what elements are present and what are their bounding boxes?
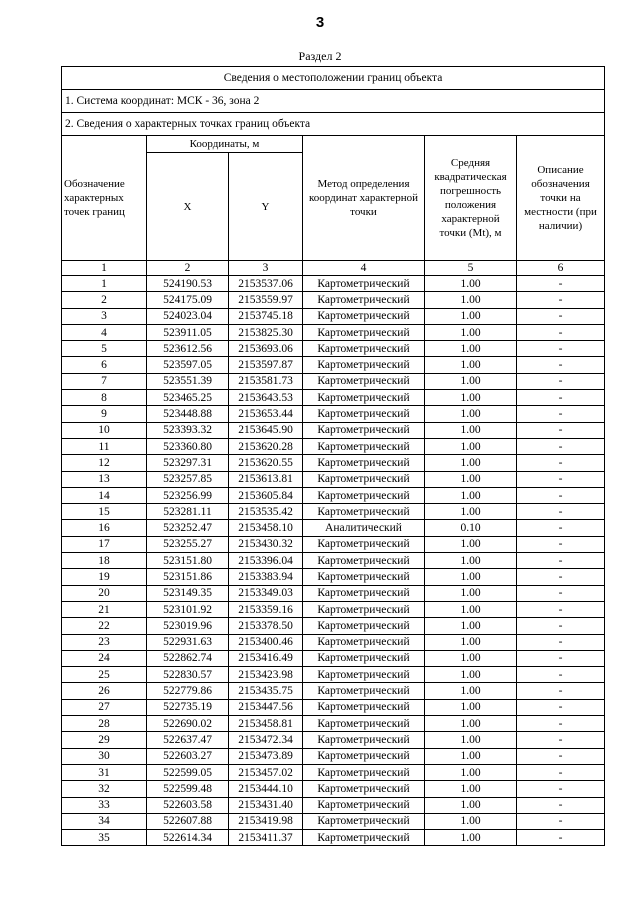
x-cell: 523151.86 (147, 569, 229, 585)
method-cell: Картометрический (303, 324, 425, 340)
description-cell: - (517, 292, 605, 308)
y-cell: 2153431.40 (229, 797, 303, 813)
table-row (62, 373, 605, 389)
column-numbers-row (62, 261, 605, 276)
column-number: 4 (303, 261, 425, 276)
column-number: 6 (517, 261, 605, 276)
x-cell: 522603.58 (147, 797, 229, 813)
table-row (62, 830, 605, 846)
table-row (62, 764, 605, 780)
description-cell: - (517, 830, 605, 846)
header-error: Средняя квадратическая погрешность положения характерной точки (Mt), м (425, 136, 517, 261)
description-cell: - (517, 634, 605, 650)
table-row (62, 455, 605, 471)
error-cell: 1.00 (425, 357, 517, 373)
method-cell: Картометрический (303, 357, 425, 373)
x-cell: 523393.32 (147, 422, 229, 438)
x-cell: 523252.47 (147, 520, 229, 536)
method-cell: Картометрический (303, 667, 425, 683)
point-id-cell: 22 (62, 618, 147, 634)
y-cell: 2153458.10 (229, 520, 303, 536)
point-id-cell: 18 (62, 553, 147, 569)
point-id-cell: 21 (62, 601, 147, 617)
description-cell: - (517, 569, 605, 585)
method-cell: Картометрический (303, 830, 425, 846)
table-row (62, 438, 605, 454)
description-cell: - (517, 357, 605, 373)
error-cell: 1.00 (425, 422, 517, 438)
error-cell: 1.00 (425, 569, 517, 585)
method-cell: Картометрический (303, 422, 425, 438)
page-number: 3 (315, 14, 325, 31)
method-cell: Картометрический (303, 748, 425, 764)
y-cell: 2153653.44 (229, 406, 303, 422)
x-cell: 523597.05 (147, 357, 229, 373)
table-row (62, 748, 605, 764)
x-cell: 522862.74 (147, 650, 229, 666)
method-cell: Картометрический (303, 373, 425, 389)
point-id-cell: 29 (62, 732, 147, 748)
y-cell: 2153693.06 (229, 341, 303, 357)
method-cell: Картометрический (303, 390, 425, 406)
y-cell: 2153620.28 (229, 438, 303, 454)
error-cell: 1.00 (425, 308, 517, 324)
point-id-cell: 5 (62, 341, 147, 357)
error-cell: 1.00 (425, 585, 517, 601)
error-cell: 1.00 (425, 813, 517, 829)
y-cell: 2153537.06 (229, 276, 303, 292)
description-cell: - (517, 683, 605, 699)
table-row (62, 504, 605, 520)
header-method: Метод определения координат характерной точки (303, 136, 425, 261)
x-cell: 522599.48 (147, 781, 229, 797)
error-cell: 1.00 (425, 732, 517, 748)
y-cell: 2153423.98 (229, 667, 303, 683)
error-cell: 1.00 (425, 471, 517, 487)
error-cell: 1.00 (425, 650, 517, 666)
point-id-cell: 15 (62, 504, 147, 520)
y-cell: 2153535.42 (229, 504, 303, 520)
boundary-table (61, 66, 605, 846)
point-id-cell: 33 (62, 797, 147, 813)
y-cell: 2153643.53 (229, 390, 303, 406)
table-row (62, 390, 605, 406)
x-cell: 523151.80 (147, 553, 229, 569)
table-row (62, 699, 605, 715)
error-cell: 1.00 (425, 667, 517, 683)
method-cell: Картометрический (303, 569, 425, 585)
column-number: 2 (147, 261, 229, 276)
description-cell: - (517, 764, 605, 780)
table-body (62, 276, 605, 846)
y-cell: 2153472.34 (229, 732, 303, 748)
x-cell: 522735.19 (147, 699, 229, 715)
table-title: Сведения о местоположении границ объекта (62, 67, 605, 90)
description-cell: - (517, 650, 605, 666)
error-cell: 1.00 (425, 406, 517, 422)
description-cell: - (517, 504, 605, 520)
y-cell: 2153400.46 (229, 634, 303, 650)
method-cell: Картометрический (303, 781, 425, 797)
y-cell: 2153620.55 (229, 455, 303, 471)
header-description: Описание обозначения точки на местности (при наличии) (517, 136, 605, 261)
y-cell: 2153411.37 (229, 830, 303, 846)
method-cell: Картометрический (303, 292, 425, 308)
table-row (62, 569, 605, 585)
x-cell: 522830.57 (147, 667, 229, 683)
error-cell: 1.00 (425, 601, 517, 617)
error-cell: 1.00 (425, 438, 517, 454)
x-cell: 523911.05 (147, 324, 229, 340)
column-number: 5 (425, 261, 517, 276)
description-cell: - (517, 455, 605, 471)
method-cell: Картометрический (303, 764, 425, 780)
section-title: Раздел 2 (298, 49, 342, 63)
description-cell: - (517, 748, 605, 764)
point-id-cell: 26 (62, 683, 147, 699)
point-id-cell: 24 (62, 650, 147, 666)
x-cell: 522779.86 (147, 683, 229, 699)
y-cell: 2153447.56 (229, 699, 303, 715)
x-cell: 523019.96 (147, 618, 229, 634)
x-cell: 523448.88 (147, 406, 229, 422)
description-cell: - (517, 406, 605, 422)
x-cell: 523281.11 (147, 504, 229, 520)
method-cell: Картометрический (303, 601, 425, 617)
method-cell: Картометрический (303, 406, 425, 422)
error-cell: 1.00 (425, 455, 517, 471)
description-cell: - (517, 716, 605, 732)
column-number: 3 (229, 261, 303, 276)
point-id-cell: 34 (62, 813, 147, 829)
table-row (62, 308, 605, 324)
error-cell: 1.00 (425, 699, 517, 715)
x-cell: 524190.53 (147, 276, 229, 292)
y-cell: 2153581.73 (229, 373, 303, 389)
x-cell: 523551.39 (147, 373, 229, 389)
point-id-cell: 27 (62, 699, 147, 715)
method-cell: Картометрический (303, 308, 425, 324)
point-id-cell: 10 (62, 422, 147, 438)
description-cell: - (517, 585, 605, 601)
table-row (62, 487, 605, 503)
y-cell: 2153359.16 (229, 601, 303, 617)
x-cell: 523297.31 (147, 455, 229, 471)
y-cell: 2153457.02 (229, 764, 303, 780)
point-id-cell: 25 (62, 667, 147, 683)
points-title: 2. Сведения о характерных точках границ объекта (62, 113, 605, 136)
point-id-cell: 1 (62, 276, 147, 292)
table-row (62, 683, 605, 699)
y-cell: 2153444.10 (229, 781, 303, 797)
description-cell: - (517, 781, 605, 797)
table-row (62, 324, 605, 340)
y-cell: 2153396.04 (229, 553, 303, 569)
point-id-cell: 17 (62, 536, 147, 552)
point-id-cell: 19 (62, 569, 147, 585)
y-cell: 2153745.18 (229, 308, 303, 324)
table-row (62, 536, 605, 552)
point-id-cell: 7 (62, 373, 147, 389)
error-cell: 1.00 (425, 764, 517, 780)
error-cell: 1.00 (425, 324, 517, 340)
x-cell: 523149.35 (147, 585, 229, 601)
point-id-cell: 12 (62, 455, 147, 471)
y-cell: 2153597.87 (229, 357, 303, 373)
x-cell: 522614.34 (147, 830, 229, 846)
column-number: 1 (62, 261, 147, 276)
coord-system: 1. Система координат: МСК - 36, зона 2 (62, 90, 605, 113)
point-id-cell: 13 (62, 471, 147, 487)
method-cell: Картометрический (303, 732, 425, 748)
table-row (62, 422, 605, 438)
x-cell: 522690.02 (147, 716, 229, 732)
point-id-cell: 11 (62, 438, 147, 454)
error-cell: 1.00 (425, 390, 517, 406)
table-row (62, 601, 605, 617)
point-id-cell: 6 (62, 357, 147, 373)
method-cell: Картометрический (303, 487, 425, 503)
method-cell: Картометрический (303, 585, 425, 601)
error-cell: 1.00 (425, 292, 517, 308)
description-cell: - (517, 324, 605, 340)
table-row (62, 276, 605, 292)
table-row (62, 732, 605, 748)
point-id-cell: 23 (62, 634, 147, 650)
description-cell: - (517, 438, 605, 454)
point-id-cell: 4 (62, 324, 147, 340)
error-cell: 1.00 (425, 341, 517, 357)
table-row (62, 520, 605, 536)
method-cell: Картометрический (303, 455, 425, 471)
description-cell: - (517, 422, 605, 438)
error-cell: 1.00 (425, 504, 517, 520)
header-coordinates: Координаты, м (147, 136, 303, 153)
method-cell: Картометрический (303, 797, 425, 813)
x-cell: 524023.04 (147, 308, 229, 324)
description-cell: - (517, 373, 605, 389)
point-id-cell: 8 (62, 390, 147, 406)
description-cell: - (517, 618, 605, 634)
method-cell: Аналитический (303, 520, 425, 536)
table-row (62, 813, 605, 829)
description-cell: - (517, 276, 605, 292)
table-row (62, 781, 605, 797)
error-cell: 1.00 (425, 830, 517, 846)
x-cell: 523465.25 (147, 390, 229, 406)
x-cell: 523256.99 (147, 487, 229, 503)
table-row (62, 471, 605, 487)
method-cell: Картометрический (303, 276, 425, 292)
method-cell: Картометрический (303, 650, 425, 666)
y-cell: 2153473.89 (229, 748, 303, 764)
method-cell: Картометрический (303, 634, 425, 650)
error-cell: 1.00 (425, 716, 517, 732)
description-cell: - (517, 341, 605, 357)
point-id-cell: 3 (62, 308, 147, 324)
point-id-cell: 9 (62, 406, 147, 422)
header-x: X (147, 153, 229, 261)
error-cell: 1.00 (425, 373, 517, 389)
x-cell: 522931.63 (147, 634, 229, 650)
description-cell: - (517, 308, 605, 324)
method-cell: Картометрический (303, 438, 425, 454)
table-row (62, 341, 605, 357)
table-row (62, 634, 605, 650)
table-row (62, 406, 605, 422)
method-cell: Картометрический (303, 553, 425, 569)
point-id-cell: 35 (62, 830, 147, 846)
description-cell: - (517, 601, 605, 617)
method-cell: Картометрический (303, 341, 425, 357)
y-cell: 2153349.03 (229, 585, 303, 601)
x-cell: 523255.27 (147, 536, 229, 552)
error-cell: 1.00 (425, 797, 517, 813)
point-id-cell: 14 (62, 487, 147, 503)
y-cell: 2153430.32 (229, 536, 303, 552)
point-id-cell: 16 (62, 520, 147, 536)
error-cell: 1.00 (425, 683, 517, 699)
point-id-cell: 30 (62, 748, 147, 764)
method-cell: Картометрический (303, 683, 425, 699)
table-row (62, 585, 605, 601)
error-cell: 1.00 (425, 553, 517, 569)
method-cell: Картометрический (303, 699, 425, 715)
x-cell: 522637.47 (147, 732, 229, 748)
description-cell: - (517, 553, 605, 569)
point-id-cell: 28 (62, 716, 147, 732)
method-cell: Картометрический (303, 716, 425, 732)
x-cell: 523257.85 (147, 471, 229, 487)
y-cell: 2153383.94 (229, 569, 303, 585)
description-cell: - (517, 390, 605, 406)
error-cell: 1.00 (425, 618, 517, 634)
point-id-cell: 2 (62, 292, 147, 308)
table-row (62, 292, 605, 308)
y-cell: 2153605.84 (229, 487, 303, 503)
y-cell: 2153419.98 (229, 813, 303, 829)
description-cell: - (517, 732, 605, 748)
error-cell: 1.00 (425, 487, 517, 503)
error-cell: 1.00 (425, 781, 517, 797)
point-id-cell: 32 (62, 781, 147, 797)
y-cell: 2153378.50 (229, 618, 303, 634)
x-cell: 522599.05 (147, 764, 229, 780)
error-cell: 1.00 (425, 276, 517, 292)
x-cell: 523101.92 (147, 601, 229, 617)
description-cell: - (517, 667, 605, 683)
method-cell: Картометрический (303, 536, 425, 552)
description-cell: - (517, 536, 605, 552)
method-cell: Картометрический (303, 813, 425, 829)
method-cell: Картометрический (303, 618, 425, 634)
y-cell: 2153416.49 (229, 650, 303, 666)
table-row (62, 797, 605, 813)
error-cell: 1.00 (425, 634, 517, 650)
method-cell: Картометрический (303, 471, 425, 487)
y-cell: 2153559.97 (229, 292, 303, 308)
point-id-cell: 31 (62, 764, 147, 780)
error-cell: 0.10 (425, 520, 517, 536)
table-row (62, 716, 605, 732)
y-cell: 2153613.81 (229, 471, 303, 487)
description-cell: - (517, 520, 605, 536)
x-cell: 524175.09 (147, 292, 229, 308)
point-id-cell: 20 (62, 585, 147, 601)
error-cell: 1.00 (425, 536, 517, 552)
description-cell: - (517, 699, 605, 715)
x-cell: 523360.80 (147, 438, 229, 454)
description-cell: - (517, 813, 605, 829)
x-cell: 523612.56 (147, 341, 229, 357)
table-row (62, 650, 605, 666)
error-cell: 1.00 (425, 748, 517, 764)
description-cell: - (517, 797, 605, 813)
x-cell: 522603.27 (147, 748, 229, 764)
table-row (62, 357, 605, 373)
header-designation: Обозначение характерных точек границ (62, 136, 147, 261)
y-cell: 2153435.75 (229, 683, 303, 699)
table-row (62, 553, 605, 569)
y-cell: 2153825.30 (229, 324, 303, 340)
header-y: Y (229, 153, 303, 261)
table-row (62, 618, 605, 634)
description-cell: - (517, 487, 605, 503)
table-row (62, 667, 605, 683)
x-cell: 522607.88 (147, 813, 229, 829)
y-cell: 2153645.90 (229, 422, 303, 438)
method-cell: Картометрический (303, 504, 425, 520)
y-cell: 2153458.81 (229, 716, 303, 732)
description-cell: - (517, 471, 605, 487)
